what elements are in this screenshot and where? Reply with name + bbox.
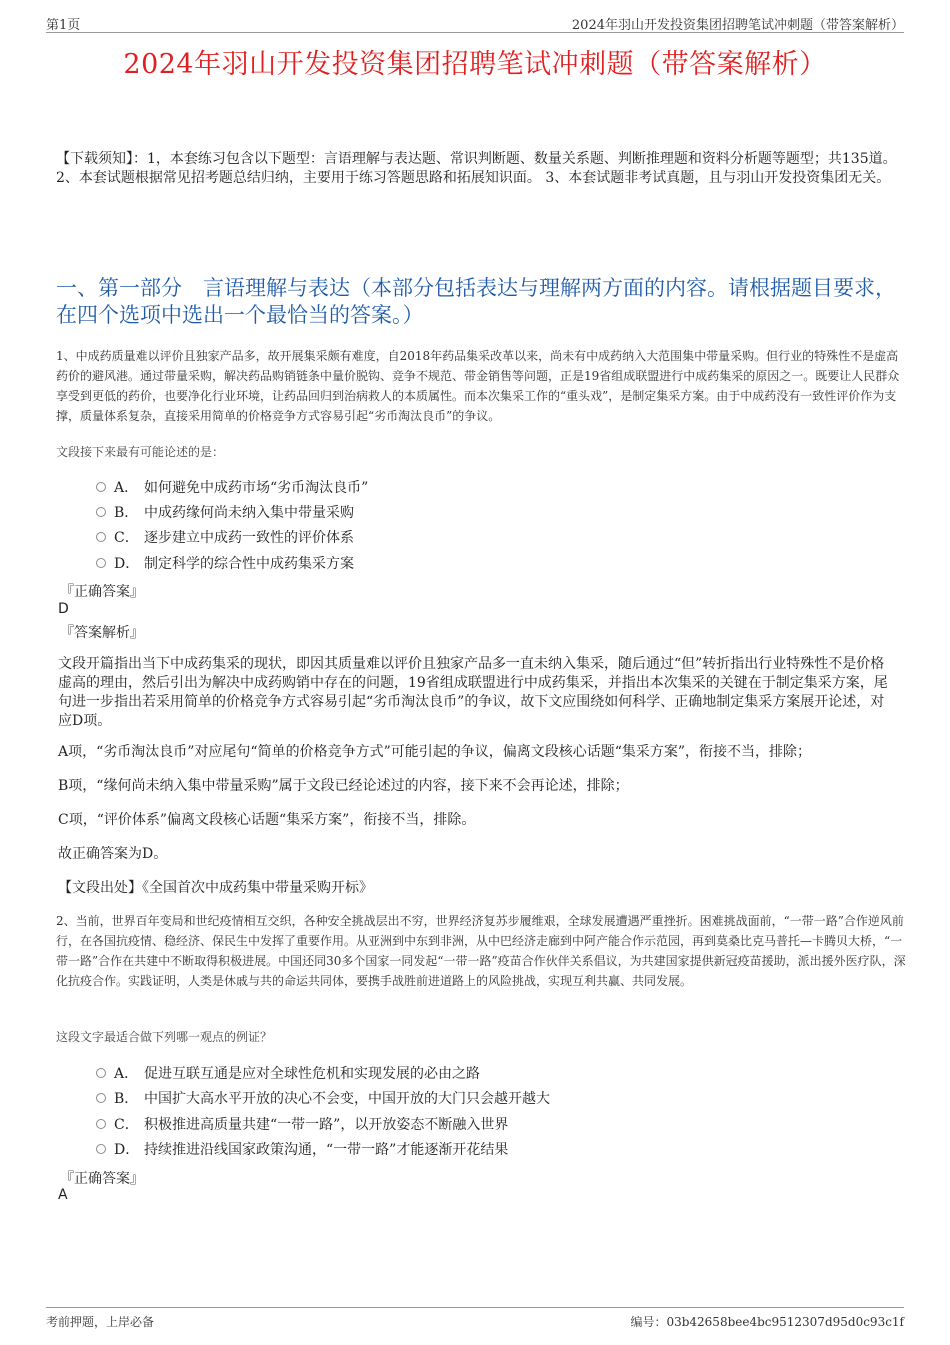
radio-icon[interactable] — [96, 1144, 106, 1154]
radio-icon[interactable] — [96, 482, 106, 492]
download-notice: 【下载须知】：1，本套练习包含以下题型：言语理解与表达题、常识判断题、数量关系题、判断推理题和资料分析题等题型；共135道。 2、本套试题根据常见招考题总结归纳，主要用于练习答题思路和拓展知识面。 3、本套试题非考试真题，且与羽山开发投资集团无关。 — [56, 151, 897, 186]
radio-icon[interactable] — [96, 1119, 106, 1129]
question-2-answer: A — [58, 1187, 68, 1203]
question-1-option-c[interactable]: C． 逐步建立中成药一致性的评价体系 — [96, 527, 354, 547]
question-1-conclusion: 故正确答案为D。 — [58, 846, 168, 862]
radio-icon[interactable] — [96, 1068, 106, 1078]
section-title: 一、第一部分 言语理解与表达（本部分包括表达与理解两方面的内容。请根据题目要求，在四个选项中选出一个最恰当的答案。） — [56, 276, 896, 327]
footer-slogan: 考前押题，上岸必备 — [46, 1315, 155, 1329]
radio-icon[interactable] — [96, 558, 106, 568]
question-2-option-c[interactable]: C． 积极推进高质量共建“一带一路”，以开放姿态不断融入世界 — [96, 1114, 508, 1134]
question-1-analysis-c: C项，“评价体系”偏离文段核心话题“集采方案”，衔接不当，排除。 — [58, 812, 476, 828]
footer-divider — [46, 1307, 904, 1308]
question-1-analysis-b: B项，“缘何尚未纳入集中带量采购”属于文段已经论述过的内容，接下来不会再论述，排除； — [58, 778, 629, 794]
document-title: 2024年羽山开发投资集团招聘笔试冲刺题（带答案解析） — [123, 49, 827, 80]
header-doc-title: 2024年羽山开发投资集团招聘笔试冲刺题（带答案解析） — [571, 18, 904, 33]
question-1-text: 1、中成药质量难以评价且独家产品多，故开展集采颇有难度，自2018年药品集采改革以来，尚未有中成药纳入大范围集中带量采购。但行业的特殊性不是虚高药价的避风港。通过带量采购，解决药品购销链条中量价脱钩、竞争不规范、带金销售等问题，正是19省组成联盟进行中成药集采的原因之一。既要让人民群众享受到更低的药价，也要净化行业环境，让药品回归到治病救人的本质属性。而本次集采工作的“重头戏”，是制定集采方案。由于中成药没有一致性评价作为支撑，质量体系复杂，直接采用简单的价格竞争方式容易引起“劣币淘汰良币”的争议。 — [56, 349, 900, 423]
footer-serial: 编号：03b42658bee4bc9512307d95d0c93c1f — [630, 1315, 904, 1329]
question-2-option-b[interactable]: B． 中国扩大高水平开放的决心不会变，中国开放的大门只会越开越大 — [96, 1088, 550, 1108]
question-1-answer-label: 『正确答案』 — [60, 584, 144, 600]
question-2-answer-label: 『正确答案』 — [60, 1171, 144, 1187]
question-1-option-d[interactable]: D． 制定科学的综合性中成药集采方案 — [96, 553, 354, 573]
question-1-option-b[interactable]: B． 中成药缘何尚未纳入集中带量采购 — [96, 502, 354, 522]
question-2-option-a[interactable]: A． 促进互联互通是应对全球性危机和实现发展的必由之路 — [96, 1063, 480, 1083]
page-number: 第1页 — [46, 18, 81, 33]
question-1-option-a[interactable]: A． 如何避免中成药市场“劣币淘汰良币” — [96, 477, 368, 497]
question-2-text: 2、当前，世界百年变局和世纪疫情相互交织，各种安全挑战层出不穷，世界经济复苏步履维艰，全球发展遭遇严重挫折。困难挑战面前，“一带一路”合作逆风前行，在各国抗疫情、稳经济、保民生中发挥了重要作用。从亚洲到中东到非洲，从中巴经济走廊到中阿产能合作示范园，再到莫桑比克马普托—卡腾贝大桥，“一带一路”合作在共建中不断取得积极进展。中国还同30多个国家一同发起“一带一路”疫苗合作伙伴关系倡议，为共建国家提供新冠疫苗援助，派出援外医疗队，深化抗疫合作。实践证明，人类是休戚与共的命运共同体，要携手战胜前进道路上的风险挑战，实现互利共赢、共同发展。 — [56, 914, 906, 988]
header-divider — [46, 32, 904, 33]
question-1-analysis-main: 文段开篇指出当下中成药集采的现状，即因其质量难以评价且独家产品多一直未纳入集采，随后通过“但”转折指出行业特殊性不是价格虚高的理由，然后引出为解决中成药购销中存在的问题，19省组成联盟进行中成药集采，并指出本次集采的关键在于制定集采方案，尾句进一步指出若采用简单的价格竞争方式容易引起“劣币淘汰良币”的争议，故下文应围绕如何科学、正确地制定集采方案展开论述，对应D项。 — [58, 656, 888, 729]
question-1-prompt: 文段接下来最有可能论述的是： — [56, 445, 225, 459]
radio-icon[interactable] — [96, 532, 106, 542]
page-header — [46, 14, 904, 32]
radio-icon[interactable] — [96, 1093, 106, 1103]
question-1-source: 【文段出处】《全国首次中成药集中带量采购开标》 — [58, 880, 373, 896]
question-1-answer: D — [58, 601, 69, 617]
question-1-analysis-a: A项，“劣币淘汰良币”对应尾句“简单的价格竞争方式”可能引起的争议，偏离文段核心话题“集采方案”，衔接不当，排除； — [58, 744, 812, 760]
radio-icon[interactable] — [96, 507, 106, 517]
question-2-option-d[interactable]: D． 持续推进沿线国家政策沟通，“一带一路”才能逐渐开花结果 — [96, 1139, 508, 1159]
question-1-analysis-label: 『答案解析』 — [60, 625, 144, 641]
question-2-prompt: 这段文字最适合做下列哪一观点的例证？ — [56, 1030, 273, 1044]
